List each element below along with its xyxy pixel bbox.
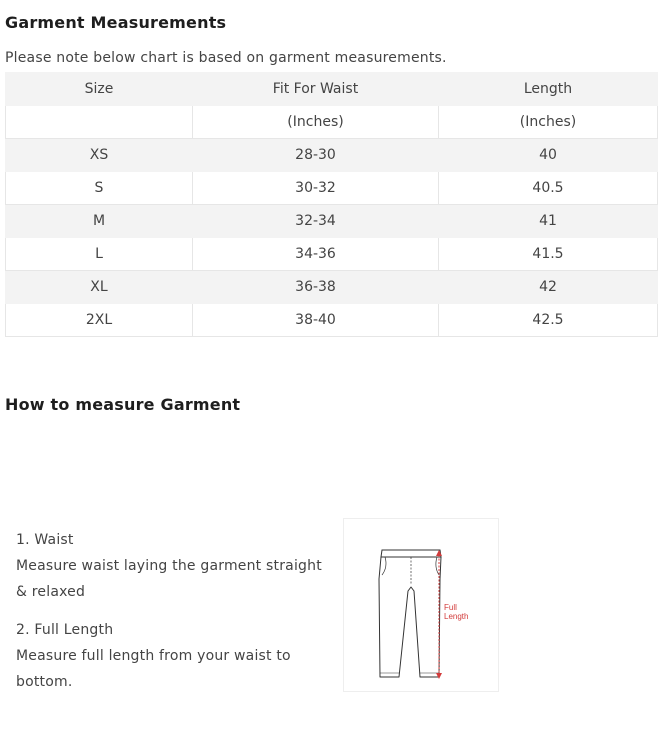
- garment-measurements-heading: Garment Measurements: [5, 13, 227, 32]
- table-row: [6, 271, 658, 304]
- table-row: [6, 205, 658, 238]
- table-row: [6, 139, 658, 172]
- cell-size: S: [6, 172, 193, 205]
- label-line: Length: [444, 612, 469, 621]
- cell-length: 41.5: [439, 238, 658, 271]
- cell-length: 42.5: [439, 304, 658, 337]
- cell-length: 42: [439, 271, 658, 304]
- step-text: Measure full length from your waist to bottom.: [16, 648, 291, 690]
- step-title: 2. Full Length: [16, 622, 114, 638]
- size-chart-table: [5, 72, 658, 337]
- step-title: 1. Waist: [16, 532, 74, 548]
- cell-size: M: [6, 205, 193, 238]
- full-length-label: [444, 603, 468, 621]
- cell-size: XL: [6, 271, 193, 304]
- cell-length: 41: [439, 205, 658, 238]
- cell-length: 40: [439, 139, 658, 172]
- step-full-length: [16, 617, 326, 695]
- cell-size: XS: [6, 139, 193, 172]
- trouser-measure-illustration: [343, 518, 499, 692]
- chart-note: Please note below chart is based on garment measurements.: [5, 50, 447, 66]
- table-header-row: [6, 73, 658, 106]
- step-text: Measure waist laying the garment straight & relaxed: [16, 558, 322, 600]
- table-row: [6, 172, 658, 205]
- header-length: Length: [439, 73, 658, 106]
- step-waist: [16, 527, 326, 605]
- header-waist: Fit For Waist: [193, 73, 439, 106]
- table-row: [6, 238, 658, 271]
- units-size: [6, 106, 193, 139]
- cell-waist: 34-36: [193, 238, 439, 271]
- units-waist: (Inches): [193, 106, 439, 139]
- cell-waist: 30-32: [193, 172, 439, 205]
- header-size: Size: [6, 73, 193, 106]
- trousers-icon: [344, 519, 498, 691]
- cell-waist: 32-34: [193, 205, 439, 238]
- cell-size: 2XL: [6, 304, 193, 337]
- cell-waist: 36-38: [193, 271, 439, 304]
- label-line: Full: [444, 603, 457, 612]
- table-units-row: [6, 106, 658, 139]
- cell-size: L: [6, 238, 193, 271]
- units-length: (Inches): [439, 106, 658, 139]
- cell-waist: 28-30: [193, 139, 439, 172]
- cell-length: 40.5: [439, 172, 658, 205]
- measure-instructions: [16, 527, 326, 707]
- table-row: [6, 304, 658, 337]
- cell-waist: 38-40: [193, 304, 439, 337]
- how-to-measure-heading: How to measure Garment: [5, 395, 241, 414]
